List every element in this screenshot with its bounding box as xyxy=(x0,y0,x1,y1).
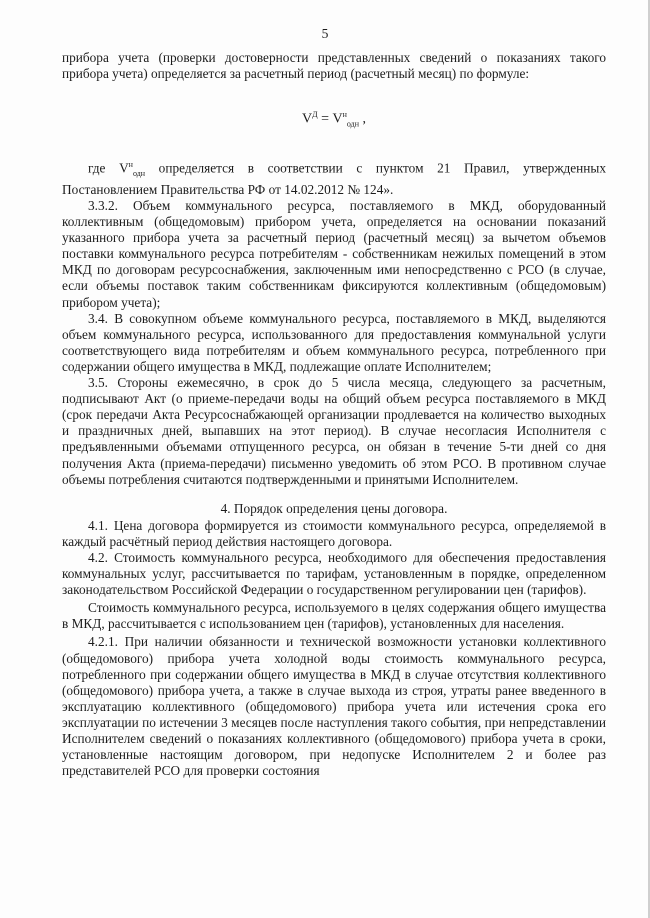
paragraph-3-3-2: 3.3.2. Объем коммунального ресурса, поставляемого в МКД, оборудованный коллективным (общедомовым) прибором учета, определяется на основании показаний указанного прибора учета за расчетный период (расчетный месяц) за вычетом объемов поставки коммунального ресурса потребителям - собственникам нежилых помещений в этом МКД по договорам ресурсоснабжения, заключенным ими непосредственно с РСО (в случае, если объемы поставок таким собственникам фиксируются коллективным (общедомовым) прибором учета); xyxy=(62,198,606,310)
section-heading-4: 4. Порядок определения цены договора. xyxy=(220,500,448,516)
where-sub: одн xyxy=(132,168,146,178)
paragraph-4-2-b: Стоимость коммунального ресурса, используемого в целях содержания общего имущества в МКД, рассчитывается с использованием цен (тарифов), установленных для населения. xyxy=(62,600,606,632)
paragraph-4-2-1: 4.2.1. При наличии обязанности и технической возможности установки коллективного (общедомового) прибора учета холодной воды стоимость коммунального ресурса, потребленного при содержании общего имущества в МКД в случае отсутствия коллективного (общедомового) прибора учета, а также в случае выхода из строя, утраты ранее введенного в эксплуатацию коллективного (общедомового) прибора учета или истечения срока его эксплуатации по истечении 3 месяцев после наступления такого события, при непредставлении Исполнителем сведений о показаниях коллективного (общедомового) прибора учета в сроки, установленные настоящим договором, при недопуске Исполнителем 2 и более раз представителей РСО для проверки состояния xyxy=(62,634,606,779)
paragraph-3-5: 3.5. Стороны ежемесячно, в срок до 5 числа месяца, следующего за расчетным, подписывают Акт (о приеме-передачи воды на общий объем ресурса поставляемого в МКД (срок передачи Акта Ресурсоснабжающей организации продлевается на количество выходных и праздничных дней, выпавших на этот период). В случае несогласия Исполнителя с предъявленными объемами отпущенного ресурса, он обязан в течение 5-ти дней со дня получения Акта (приема-передачи) письменно уведомить об этом РСО. В противном случае объемы потребления считаются подтвержденными и принятыми Исполнителем. xyxy=(62,375,606,487)
formula-tail: , xyxy=(359,111,367,127)
formula-rhs-sub: одн xyxy=(346,119,360,129)
paragraph-intro: прибора учета (проверки достоверности представленных сведений о показаниях такого прибора учета) определяется за расчетный период (расчетный месяц) по формуле: xyxy=(62,50,606,82)
paragraph-4-1: 4.1. Цена договора формируется из стоимости коммунального ресурса, определяемой в каждый расчётный период действия настоящего договора. xyxy=(62,517,606,549)
formula-eq: = xyxy=(317,111,333,127)
where-sup: н xyxy=(128,159,133,169)
paragraph-3-4: 3.4. В совокупном объеме коммунального ресурса, поставляемого в МКД, выделяются объем коммунального ресурса, использованного для предоставления коммунальной услуги соответствующего вида потребителям и объем коммунального ресурса, потребленного при содержании общего имущества в МКД, подлежащие оплате Исполнителем; xyxy=(62,310,606,374)
formula-lhs: V xyxy=(301,111,313,127)
where-text-b: определяется в соответствии с пунктом 21 Правил, утвержденных Постановлением Правительства РФ от 14.02.2012 № 124». xyxy=(62,160,606,197)
formula-lhs-sup: Д xyxy=(312,110,318,120)
page-number: 5 xyxy=(321,26,329,41)
document-body xyxy=(62,50,606,779)
paragraph-4-2: 4.2. Стоимость коммунального ресурса, необходимого для обеспечения предоставления коммунальных услуг, рассчитывается по тарифам, установленным в порядке, определенном законодательством Российской Федерации о государственном регулировании цен (тарифов). xyxy=(62,549,606,598)
formula xyxy=(62,107,606,133)
paragraph-where xyxy=(62,157,606,198)
formula-rhs-sup: н xyxy=(342,110,347,120)
where-text-a: где V xyxy=(88,160,129,176)
formula-rhs: V xyxy=(332,111,343,127)
